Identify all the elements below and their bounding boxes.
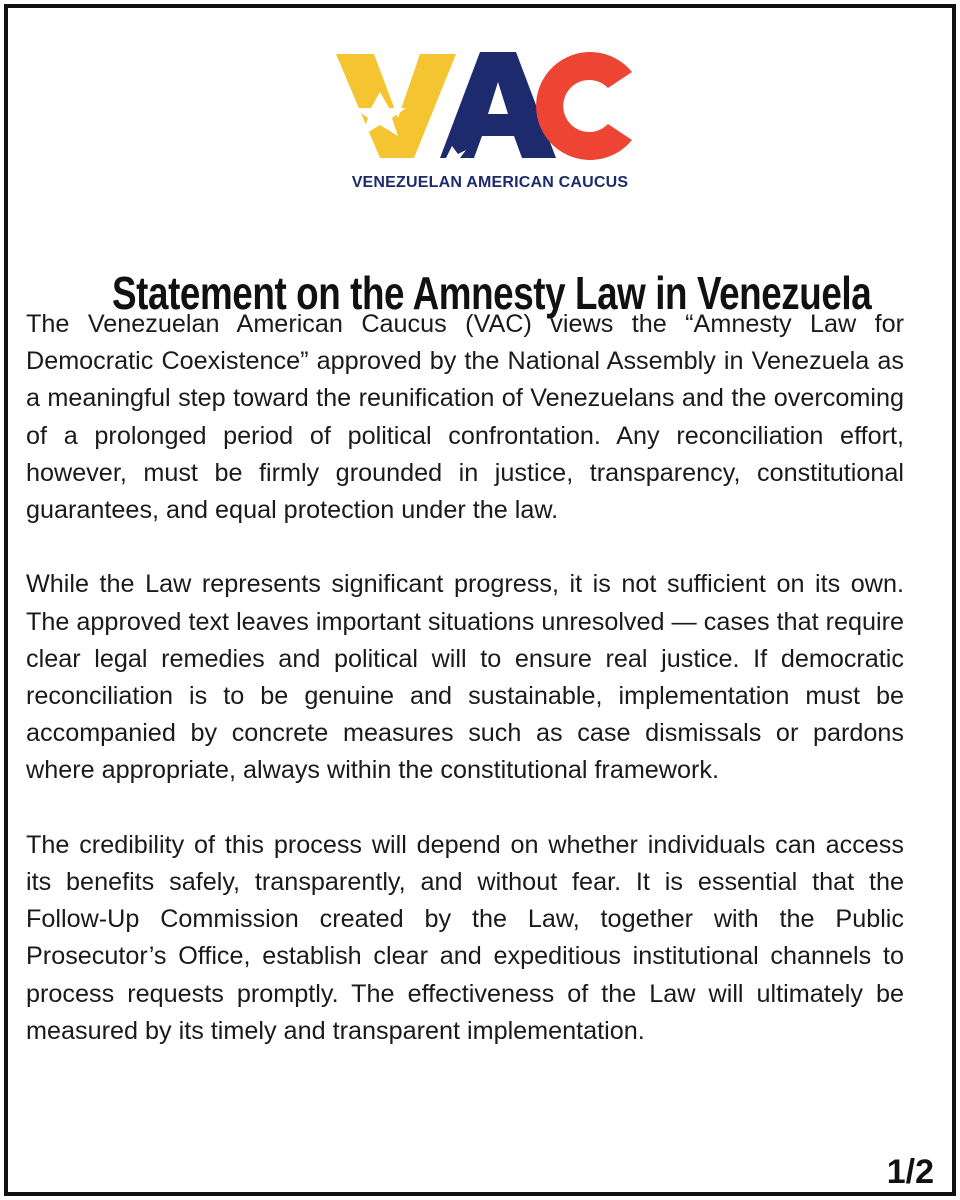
- paragraph-3: The credibility of this process will depend on whether individuals can access its benefits safely, transparently, and without fear. It is essential that the Follow-Up Commission created by the Law, together with the Public Prosecutor’s Office, establish clear and expeditious institutional channels to process requests promptly. The effectiveness of the Law will ultimately be measured by its timely and transparent implementation.: [26, 830, 904, 1045]
- page-indicator: 1/2: [886, 1153, 934, 1191]
- logo-subtitle: VENEZUELAN AMERICAN CAUCUS: [351, 174, 629, 191]
- paragraph-1: The Venezuelan American Caucus (VAC) views the “Amnesty Law for Democratic Coexistence” approved by the National Assembly in Venezuela as a meaningful step toward the reunification of Venezuelans and the overcoming of a prolonged period of political confrontation. Any reconciliation effort, however, must be firmly grounded in justice, transparency, constitutional guarantees, and equal protection under the law.: [26, 310, 904, 525]
- logo-letter-v: [336, 54, 456, 158]
- page-title: Statement on the Amnesty Law in Venezuela: [112, 266, 872, 319]
- vac-logo: [334, 46, 646, 196]
- statement-body: [26, 306, 904, 1050]
- paragraph-2: While the Law represents significant progress, it is not sufficient on its own. The approved text leaves important situations unresolved — cases that require clear legal remedies and political will to ensure real justice. If democratic reconciliation is to be genuine and sustainable, implementation must be accompanied by concrete measures such as case dismissals or pardons where appropriate, always within the constitutional framework.: [26, 570, 904, 785]
- vac-logo-mark: [334, 46, 646, 164]
